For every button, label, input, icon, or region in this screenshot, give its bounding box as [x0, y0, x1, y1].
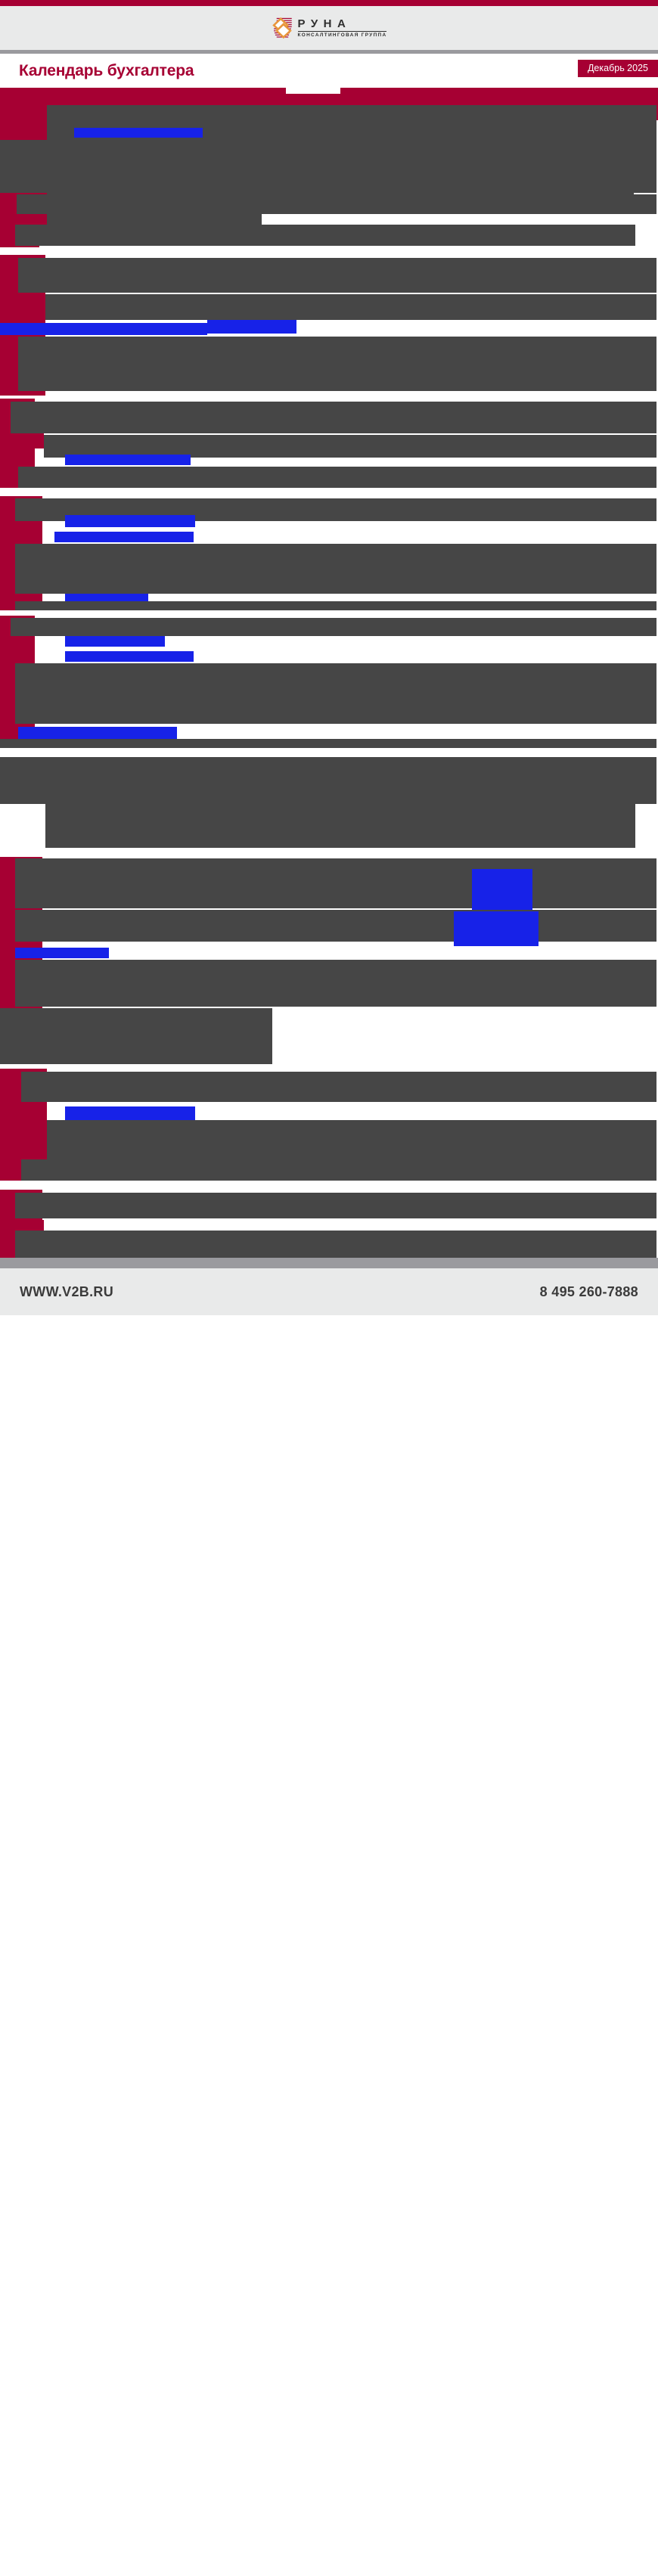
- body-text-mass: [17, 194, 656, 214]
- date-label: [0, 433, 44, 448]
- calendar-section: [0, 250, 658, 396]
- body-text-mass: [11, 402, 656, 433]
- runa-diamond-logo-icon: [272, 17, 293, 39]
- body-text-mass: [11, 618, 656, 636]
- link-run[interactable]: [15, 948, 109, 958]
- footer-website[interactable]: WWW.V2B.RU: [20, 1283, 113, 1299]
- title-row: [0, 54, 658, 88]
- body-text-mass: [15, 1231, 656, 1258]
- body-text-mass: [18, 337, 656, 391]
- link-run[interactable]: [65, 515, 195, 527]
- body-text-mass: [15, 697, 656, 724]
- link-run[interactable]: [65, 1106, 195, 1120]
- link-run[interactable]: [207, 320, 296, 334]
- link-run[interactable]: [74, 128, 203, 138]
- brand-logo[interactable]: [272, 17, 387, 39]
- link-run[interactable]: [65, 636, 165, 647]
- month-badge[interactable]: Декабрь 2025: [578, 60, 658, 77]
- body-text-mass: [15, 601, 656, 610]
- calendar-content: [0, 88, 658, 1258]
- footer-phone[interactable]: 8 495 260-7888: [539, 1283, 638, 1299]
- section-divider: [0, 250, 658, 254]
- calendar-section: [0, 1069, 658, 1181]
- body-text-mass: [15, 663, 656, 697]
- calendar-section: [0, 399, 658, 488]
- body-text-mass: [18, 467, 656, 488]
- section-divider: [0, 1185, 658, 1189]
- footer-divider: [0, 1258, 658, 1268]
- body-text-mass: [15, 544, 656, 594]
- link-run[interactable]: [454, 911, 539, 946]
- calendar-section: [0, 1185, 658, 1258]
- body-text-mass: [0, 140, 656, 193]
- body-text-mass: [0, 757, 656, 804]
- section-divider: [0, 612, 658, 615]
- link-run[interactable]: [54, 532, 194, 542]
- calendar-section: [0, 852, 658, 1064]
- page-footer: [0, 1268, 658, 1315]
- body-text-mass: [21, 1072, 656, 1102]
- body-text-mass: [15, 225, 635, 246]
- body-text-mass: [15, 1193, 656, 1218]
- calendar-section: [0, 492, 658, 610]
- body-text-mass: [21, 1159, 656, 1181]
- date-label: [0, 1102, 47, 1119]
- section-divider: [0, 852, 658, 857]
- body-text-mass: [45, 294, 656, 320]
- link-run[interactable]: [18, 727, 177, 739]
- body-text-mass: [18, 258, 656, 293]
- page-title: Календарь бухгалтера: [19, 61, 194, 79]
- calendar-section: [0, 753, 658, 848]
- body-text-mass: [45, 804, 635, 848]
- body-text-mass: [0, 1008, 272, 1064]
- brand-tagline: КОНСАЛТИНГОВАЯ ГРУППА: [297, 33, 387, 39]
- link-run[interactable]: [65, 651, 194, 662]
- link-run[interactable]: [472, 869, 532, 911]
- link-run[interactable]: [0, 323, 207, 335]
- body-text-mass: [47, 1120, 656, 1159]
- top-accent-bar: [0, 0, 658, 6]
- logo-bar: [0, 6, 658, 50]
- calendar-section: [0, 612, 658, 748]
- body-text-mass: [15, 960, 656, 1007]
- section-header-tab: [286, 88, 340, 94]
- body-text-mass: [15, 910, 656, 942]
- section-divider: [0, 492, 658, 495]
- body-text-mass: [0, 739, 656, 748]
- link-run[interactable]: [65, 455, 191, 465]
- brand-name: РУНА: [298, 18, 387, 32]
- body-text-mass: [15, 858, 656, 908]
- calendar-section: [0, 126, 658, 247]
